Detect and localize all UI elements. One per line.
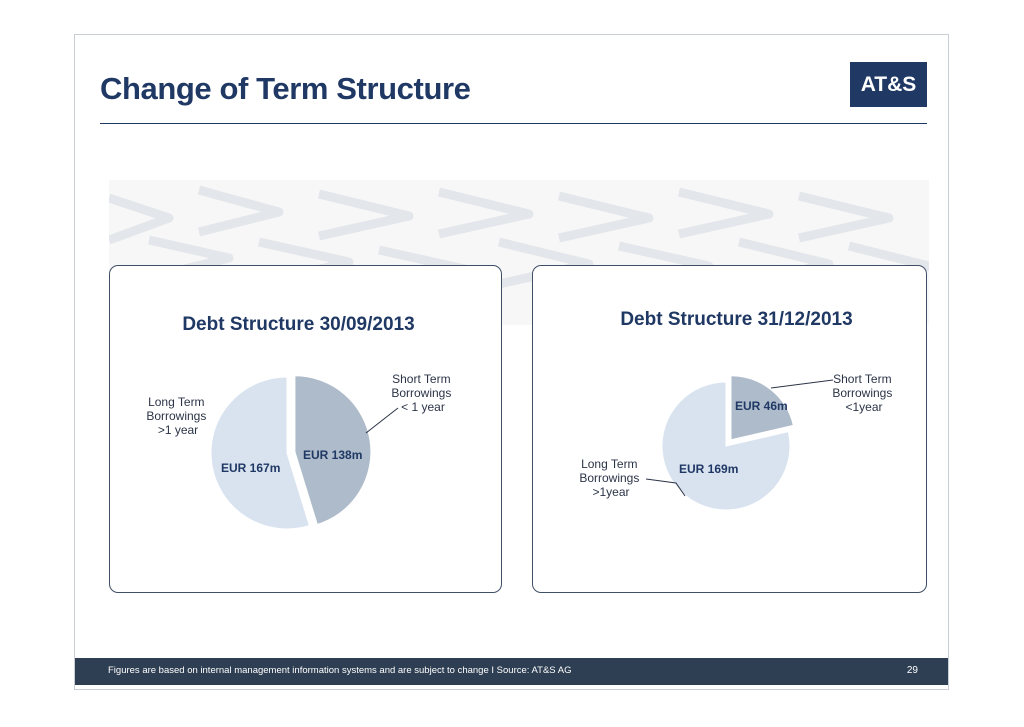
pie-chart-q4 <box>533 266 928 594</box>
title-divider <box>100 123 927 124</box>
callout-short-term: Short Term Borrowings <1year <box>832 372 893 414</box>
chart-title: Debt Structure 30/09/2013 <box>182 314 415 335</box>
callout-long-term: Long Term Borrowings >1year <box>579 457 640 499</box>
ats-logo: AT&S <box>850 62 927 107</box>
footer-bar <box>75 658 948 685</box>
callout-leader-short-term <box>366 408 398 433</box>
callout-leader-short-term <box>771 380 833 388</box>
slice-value-short-term: EUR 138m <box>303 448 363 462</box>
slice-value-short-term: EUR 46m <box>735 399 788 413</box>
slice-value-long-term: EUR 169m <box>679 462 739 476</box>
footer-note: Figures are based on internal management information systems and are subject to change I Source: AT&S AG <box>108 665 572 676</box>
callout-long-term: Long Term Borrowings >1 year <box>146 395 207 437</box>
chart-panel-q4 <box>532 265 927 593</box>
callout-short-term: Short Term Borrowings < 1 year <box>391 372 452 414</box>
chart-title: Debt Structure 31/12/2013 <box>620 309 853 330</box>
slide <box>74 34 949 690</box>
slice-value-long-term: EUR 167m <box>221 461 281 475</box>
chart-panel-q3 <box>109 265 502 593</box>
page-number: 29 <box>906 665 918 676</box>
pie-chart-q3 <box>110 266 503 594</box>
page-title: Change of Term Structure <box>100 71 471 106</box>
